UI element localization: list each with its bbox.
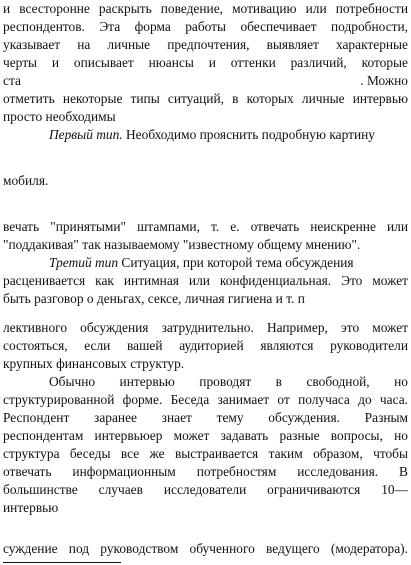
text-line: интервью — [3, 500, 59, 515]
text-line: респондентам интервьюер может задавать разные вопросы, но — [3, 428, 408, 443]
text-line: и всесторонне раскрыть поведение, мотивацию или потребности — [3, 1, 408, 16]
text-line-split — [3, 72, 408, 90]
type-label-third: Третий тип — [49, 255, 119, 270]
text-line: отметить некоторые типы ситуаций, в которых личные интервью — [3, 91, 408, 106]
text-line: респондентов. Эта форма работы обеспечивает подробности, — [3, 19, 408, 34]
text-line: просто необходимы — [3, 109, 116, 124]
text-line: черты и описывает нюансы и оттенки различий, которые — [3, 55, 408, 70]
text-line: крупных финансовых структур. — [3, 356, 185, 371]
type-label-first: Первый тип. — [49, 127, 123, 142]
text-line: мобиля. — [3, 173, 49, 188]
footnote-separator — [3, 562, 121, 563]
text-line: вечать "принятыми" штампами, т. е. отвечать неискренне или — [3, 219, 408, 234]
text-fragment: . Можно — [360, 73, 408, 88]
text-line: большинстве случаев исследователи ограничиваются 10— — [3, 482, 408, 497]
text-line: расценивается как интимная или конфиденциальная. Это может — [3, 273, 408, 288]
text-line: лективного обсуждения затруднительно. Например, это может — [3, 320, 408, 335]
text-line: состояться, если вашей аудиторией являются руководители — [3, 338, 408, 353]
text-line: Обычно интервью проводят в свободной, но — [49, 374, 408, 389]
text-fragment: Необходимо прояснить подробную картину — [122, 127, 375, 142]
text-line: быть разговор о деньгах, сексе, личная гигиена и т. п — [3, 291, 305, 306]
text-line: указывает на личные предпочтения, выявляет характерные — [3, 37, 408, 52]
text-line: суждение под руководством обученного ведущего (модератора). — [3, 541, 408, 556]
paragraph-first-type — [3, 126, 408, 144]
text-line: структура беседы все же выстраивается таким образом, чтобы — [3, 446, 408, 461]
text-line: структурированной форме. Беседа занимает от получаса до часа. — [3, 392, 408, 407]
text-line: отвечать информационным потребностям исследования. В — [3, 464, 408, 479]
text-fragment: ста — [3, 73, 21, 88]
text-fragment: Ситуация, при которой тема обсуждения — [118, 255, 354, 270]
text-line: Респондент заранее знает тему обсуждения. Разным — [3, 410, 408, 425]
text-line: "поддакивая" так называемому "известному общему мнению". — [3, 237, 361, 252]
paragraph-third-type — [3, 254, 408, 272]
